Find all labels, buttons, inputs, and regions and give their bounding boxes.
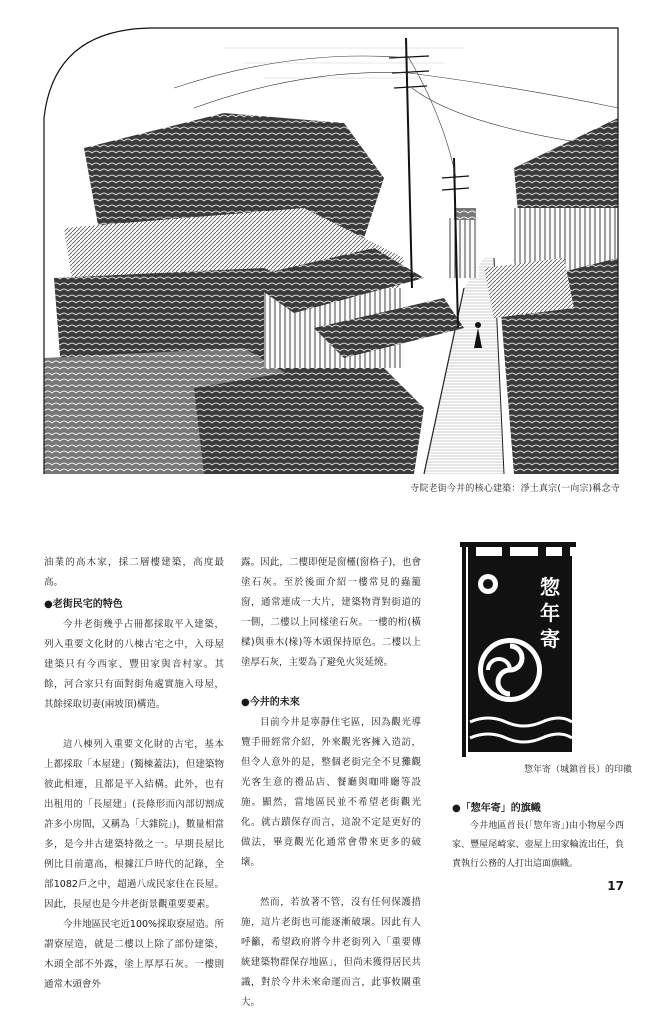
banner-lettering: [540, 575, 561, 651]
body-paragraph: 露。因此，二樓即便是窗欞(窗格子)，也會塗石灰。至於後面介紹一樓常見的蟲籠窗，通常連成一大片，建築物背對街道的一側，二樓以上同樣塗石灰。一樓的桁(橫樑)與垂木(椽)等木頭保持原色。二樓以上塗厚石灰，主要為了避免火災延燒。: [241, 557, 421, 668]
body-paragraph: 然而，若放著不管，沒有任何保護措施，這片老街也可能逐漸破壞。因此有人呼籲，希望政府將今井老街列入「重要傳統建築物群保存地區」，但尚未獲得居民共識，對於今井未來命運而言，此事攸關重大。: [241, 897, 421, 1008]
section-heading-house-features: ●老街民宅的特色: [44, 599, 123, 610]
svg-text:寄: 寄: [540, 627, 560, 651]
banner-caption: 惣年寄（城鎮首長）的印徽: [523, 765, 632, 775]
body-paragraph: 今井老街幾乎占冊都採取平入建築，列入重要文化財的八棟古宅之中，入母屋建築只有今西家、豐田家與音村家。其餘，河合家只有面對街角處實施入母屋，其餘採取切妻(兩坡頂)構造。: [44, 619, 224, 710]
text-column-2: [241, 553, 421, 1013]
svg-text:年: 年: [540, 601, 560, 625]
text-column-1: [44, 553, 224, 995]
svg-text:惣: 惣: [540, 575, 560, 599]
body-paragraph: 目前今井是寧靜住宅區，因為觀光導覽手冊經常介紹，外來觀光客擁入造訪，但令人意外的是，整個老街完全不見攤觀光客生意的禮品店、餐廳與咖啡廳等設施。顯然，當地區民並不希望老街觀光化。就古蹟保存而言，這說不定是更好的做法，畢竟觀光化通常會帶來更多的破壞。: [241, 717, 421, 868]
sidebar-body: 今井地區首長(「惣年寄」)由小物屋今西家、豐屋尾崎家、壺屋上田家輪流出任，負責執行公務的人打出這面旗幟。: [452, 821, 624, 869]
section-heading-future: ●今井的未來: [241, 697, 300, 708]
body-paragraph: 今井地區民宅近100%採取寮屋造。所謂寮屋造，就是二樓以上除了部份建築，木頭全部不外露，塗上厚厚石灰。一樓則通常木頭會外: [44, 919, 224, 990]
street-illustration: [44, 28, 618, 474]
banner-illustration: [458, 542, 578, 757]
body-paragraph: 這八棟列入重要文化財的古宅，基本上都採取「本屋建」(獨棟蓋法)，但建築物彼此相連，且都是平入結構。此外，也有出租用的「長屋建」(長條形而內部切割成許多小房間，又稱為「大雜院」)，數量相當多，是今井古建築特徵之一。早期長屋比例比目前還高，根據江戶時代的記錄，全部1082戶之中，超過八成民家住在長屋。因此，長屋也是今井老街景觀重要要素。: [44, 739, 224, 910]
intro-paragraph: 油業的高木家，採二層樓建築，高度最高。: [44, 557, 224, 588]
illustration-caption: 寺院老街今井的核心建築：淨土真宗(一向宗)稱念寺: [410, 484, 620, 494]
page-number: 17: [607, 879, 624, 893]
sidebar-heading: ●「惣年寄」的旗幟: [452, 803, 541, 814]
